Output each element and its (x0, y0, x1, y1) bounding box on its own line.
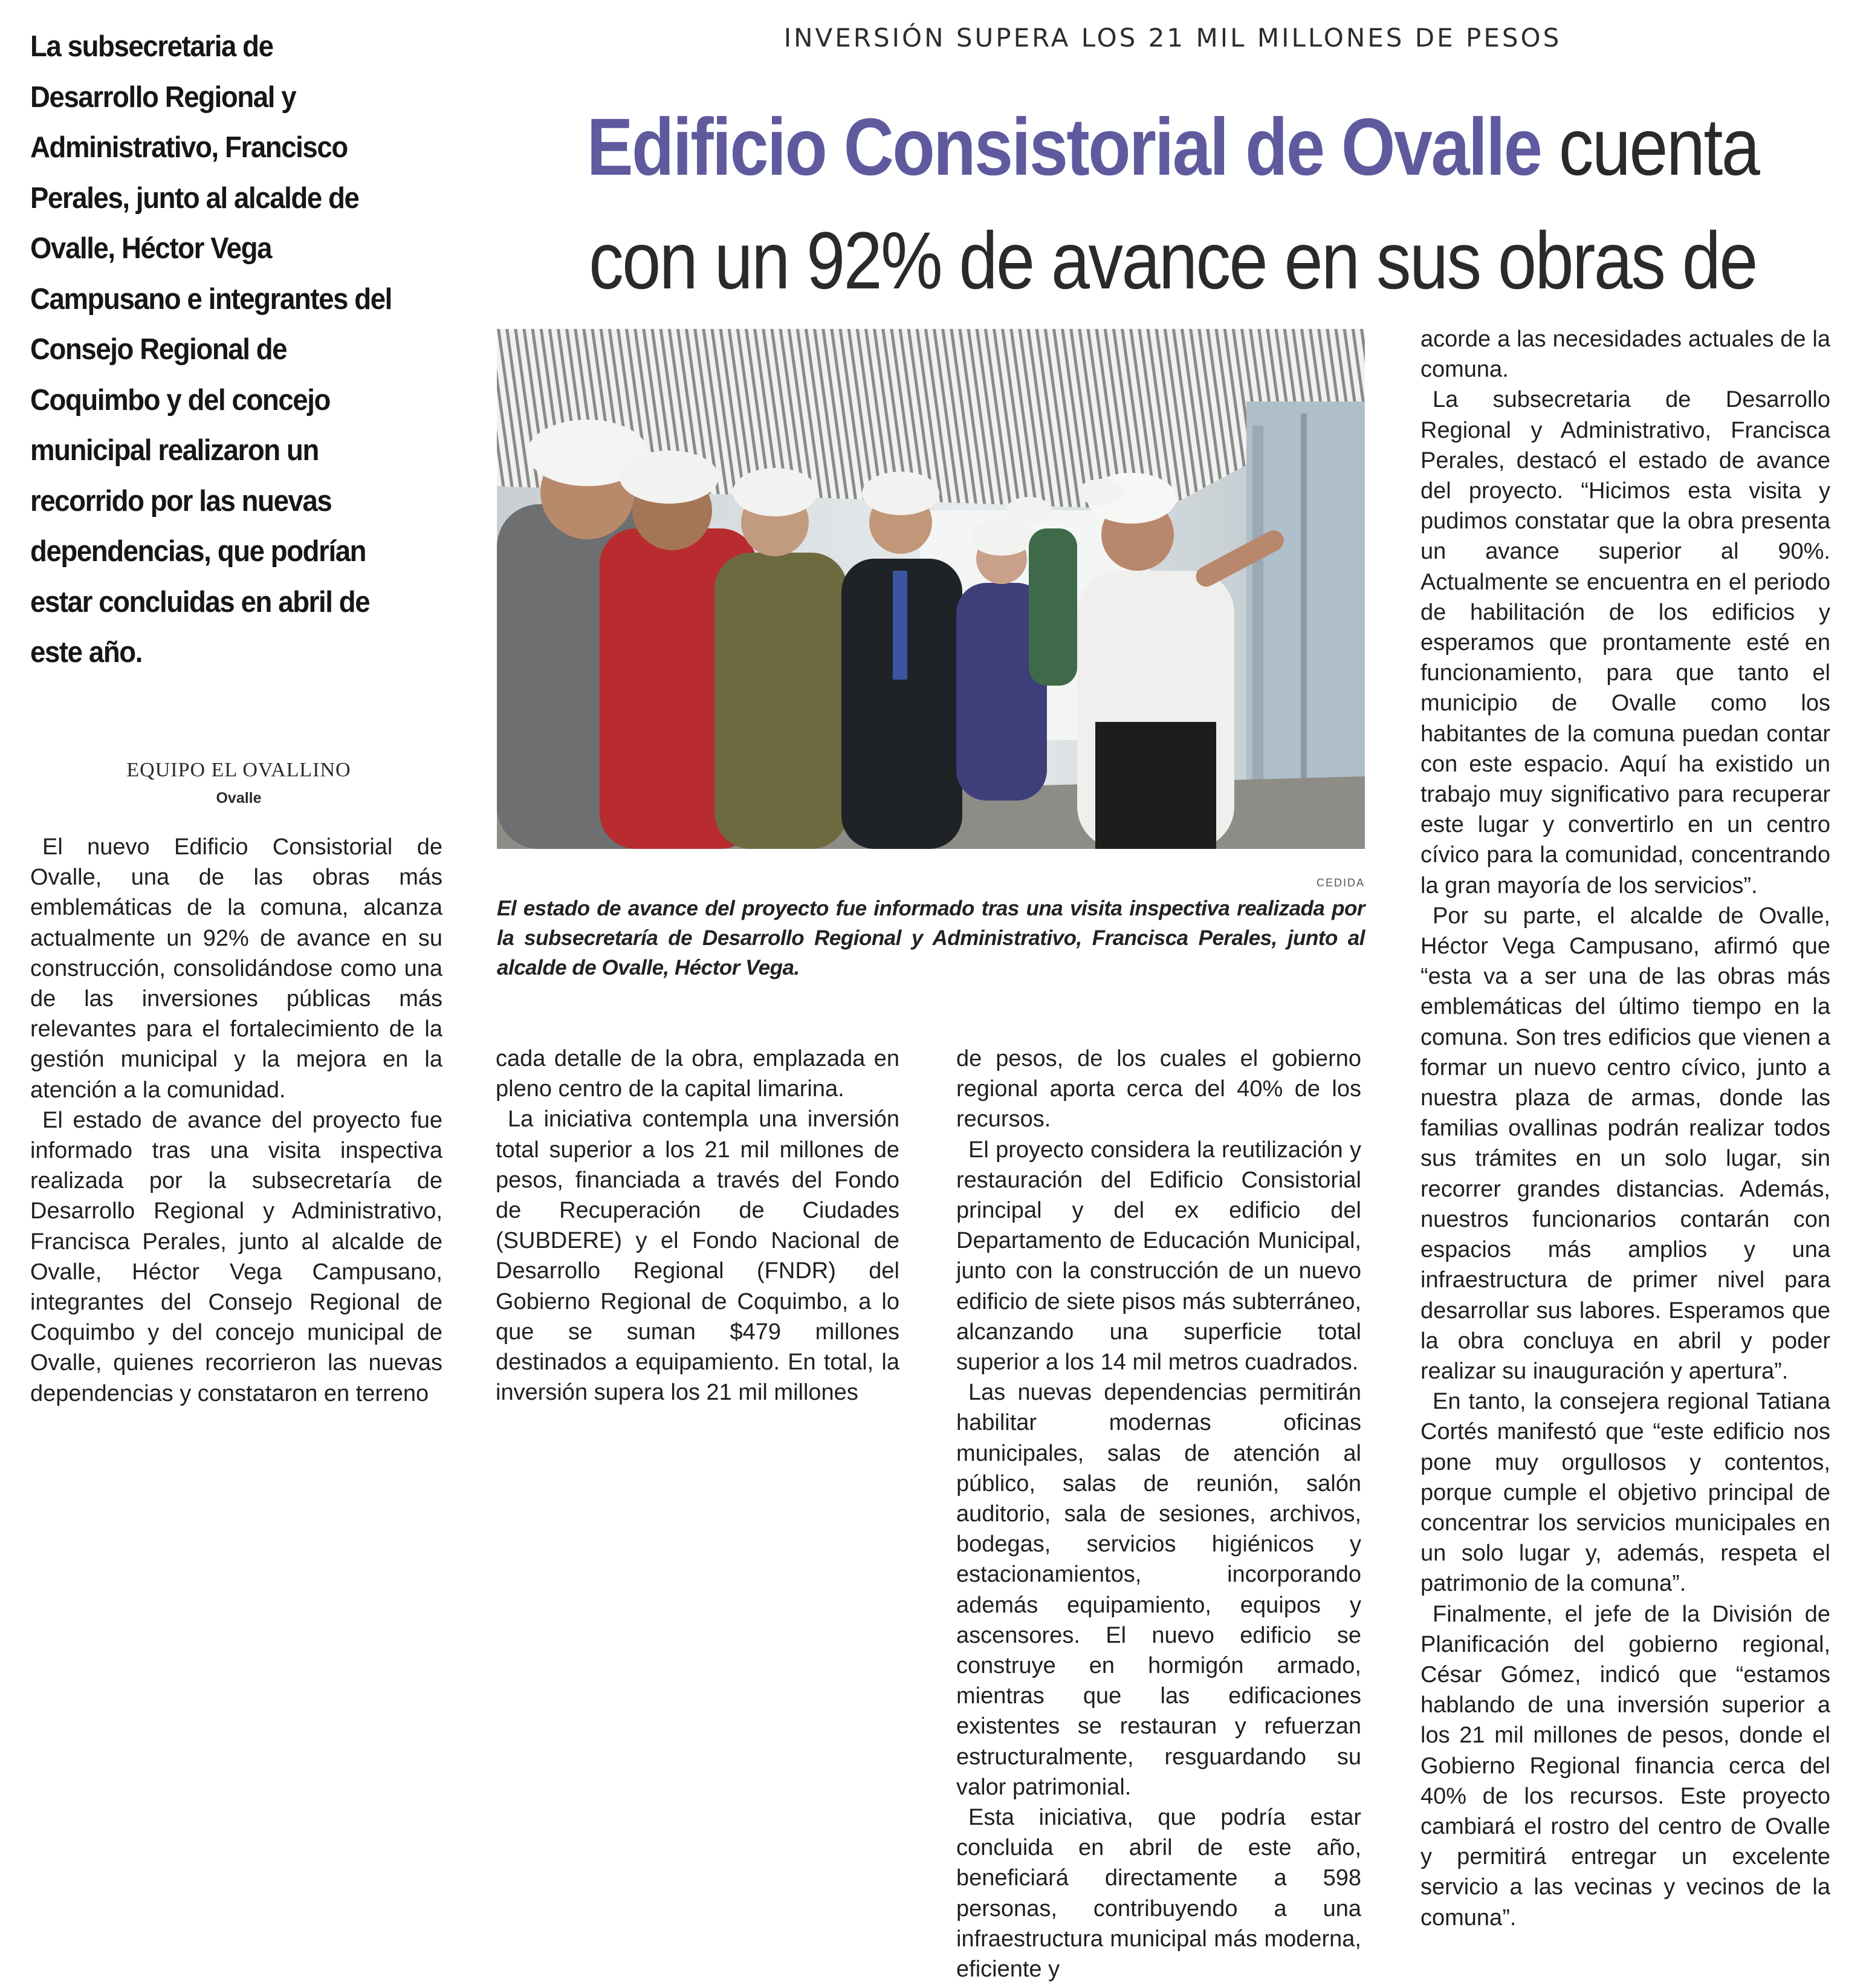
paragraph: cada detalle de la obra, emplazada en pleno centro de la capital limarina. (496, 1046, 899, 1102)
paragraph: El proyecto considera la reutilización y restauración del Edificio Consistorial principal y del ex edificio del Departamento de Educación Municipal, junto con la construcción de un nuevo edificio de siete pisos más subterráneo, alcanzando una superficie total superior a los 14 mil metros cuadrados. (956, 1137, 1361, 1376)
paragraph: Por su parte, el alcalde de Ovalle, Héctor Vega Campusano, afirmó que “esta va a ser una de las obras más emblemáticas del último tiempo en la comuna. Son tres edificios que vienen a formar un nuevo centro cívico, junto a nuestra plaza de armas, donde las familias ovallinas podrán realizar todos sus trámites en un solo lugar, sin recorrer grandes distancias. Además, nuestros funcionarios contarán con espacios más amplios y una infraestructura de primer nivel para desarrollar sus labores. Esperamos que la obra concluya en abril y poder realizar su inauguración y apertura”. (1420, 903, 1830, 1384)
photo-credit: CEDIDA (1316, 877, 1365, 889)
paragraph: En tanto, la consejera regional Tatiana Cortés manifestó que “este edificio nos pone muy orgullosos y contentos, porque cumple el objetivo principal de concentrar los servicios municipales en un solo lugar y, además, respeta el patrimonio de la comuna”. (1420, 1389, 1830, 1597)
paragraph: La iniciativa contempla una inversión total superior a los 21 mil millones de pesos, financiada a través del Fondo de Recuperación de Ciudades (SUBDERE) y el Fondo Nacional de Desarrollo Regional (FNDR) del Gobierno Regional de Coquimbo, a lo que se suman $479 millones destinados a equipamiento. En total, la inversión supera los 21 mil millones (496, 1106, 899, 1406)
paragraph: Las nuevas dependencias permitirán habilitar modernas oficinas municipales, salas de atención al público, salas de reunión, salón auditorio, sala de sesiones, archivos, bodegas, servicios higiénicos y estacionamientos, incorporando además equipamiento, equipos y ascensores. El nuevo edificio se construye en hormigón armado, mientras que las edificaciones existentes se restauran y refuerzan estructuralmente, resguardando su valor patrimonial. (956, 1380, 1361, 1800)
body-column-1 (30, 832, 442, 1409)
paragraph: de pesos, de los cuales el gobierno regional aporta cerca del 40% de los recursos. (956, 1046, 1361, 1132)
article-photo (497, 329, 1365, 849)
body-column-4 (1420, 324, 1830, 1933)
body-column-2 (496, 1044, 899, 1408)
article-lead: La subsecretaria de Desarrollo Regional y Administrativo, Francisco Perales, junto al alcalde de Ovalle, Héctor Vega Campusano e integrantes del Consejo Regional de Coquimbo y del concejo municipal realizaron un recorrido por las nuevas dependencias, que podrían estar concluidas en abril de este año. (30, 30, 392, 669)
headline-rest: cuenta con un 92% de avance en sus obras de (589, 102, 1759, 306)
paragraph: Finalmente, el jefe de la División de Planificación del gobierno regional, César Gómez, indicó que “estamos hablando de una inversión superior a los 21 mil millones de pesos, donde el Gobierno Regional financia cerca del 40% de los recursos. Este proyecto cambiará el rostro del centro de Ovalle y permitirá entregar un excelente servicio a las vecinas y vecinos de la comuna”. (1420, 1601, 1830, 1931)
paragraph: El nuevo Edificio Consistorial de Ovalle, una de las obras más emblemáticas de la comuna, alcanza actualmente un 92% de avance en su construcción, consolidándose como una de las inversiones públicas más relevantes para el fortalecimiento de la gestión municipal y la mejora en la atención a la comunidad. (30, 834, 442, 1103)
byline-place: Ovalle (216, 790, 262, 807)
byline-author: EQUIPO EL OVALLINO (126, 759, 351, 781)
headline-highlight: Edificio Consistorial de Ovalle (586, 102, 1541, 192)
photo-caption: El estado de avance del proyecto fue informado tras una visita inspectiva realizada por la subsecretaría de Desarrollo Regional y Administrativo, Francisca Perales, junto al alcalde de Ovalle, Héctor Vega. (497, 897, 1365, 979)
body-column-3 (956, 1044, 1361, 1984)
article-kicker: INVERSIÓN SUPERA LOS 21 MIL MILLONES DE PESOS (783, 23, 1562, 53)
paragraph: acorde a las necesidades actuales de la comuna. (1420, 326, 1830, 383)
paragraph: El estado de avance del proyecto fue informado tras una visita inspectiva realizada por la subsecretaría de Desarrollo Regional y Administrativo, Francisca Perales, junto al alcalde de Ovalle, Héctor Vega Campusano, integrantes del Consejo Regional de Coquimbo y del concejo municipal de Ovalle, quienes recorrieron las nuevas dependencias y constataron en terreno (30, 1107, 442, 1406)
paragraph: Esta iniciativa, que podría estar concluida en abril de este año, beneficiará directamente a 598 personas, contribuyendo a una infraestructura municipal más moderna, eficiente y (956, 1805, 1361, 1983)
paragraph: La subsecretaria de Desarrollo Regional y Administrativo, Francisca Perales, destacó el estado de avance del proyecto. “Hicimos esta visita y pudimos constatar que la obra presenta un avance superior al 90%. Actualmente se encuentra en el periodo de habilitación de los edificios y esperamos que prontamente esté en funcionamiento, para que tanto el municipio de Ovalle como los habitantes de la comuna puedan contar con este espacio. Aquí ha existido un trabajo muy significativo para recuperar este lugar y convertirlo en un centro cívico para la comunidad, concentrando la gran mayoría de los servicios”. (1420, 387, 1830, 898)
photo-illustration (497, 329, 1365, 849)
